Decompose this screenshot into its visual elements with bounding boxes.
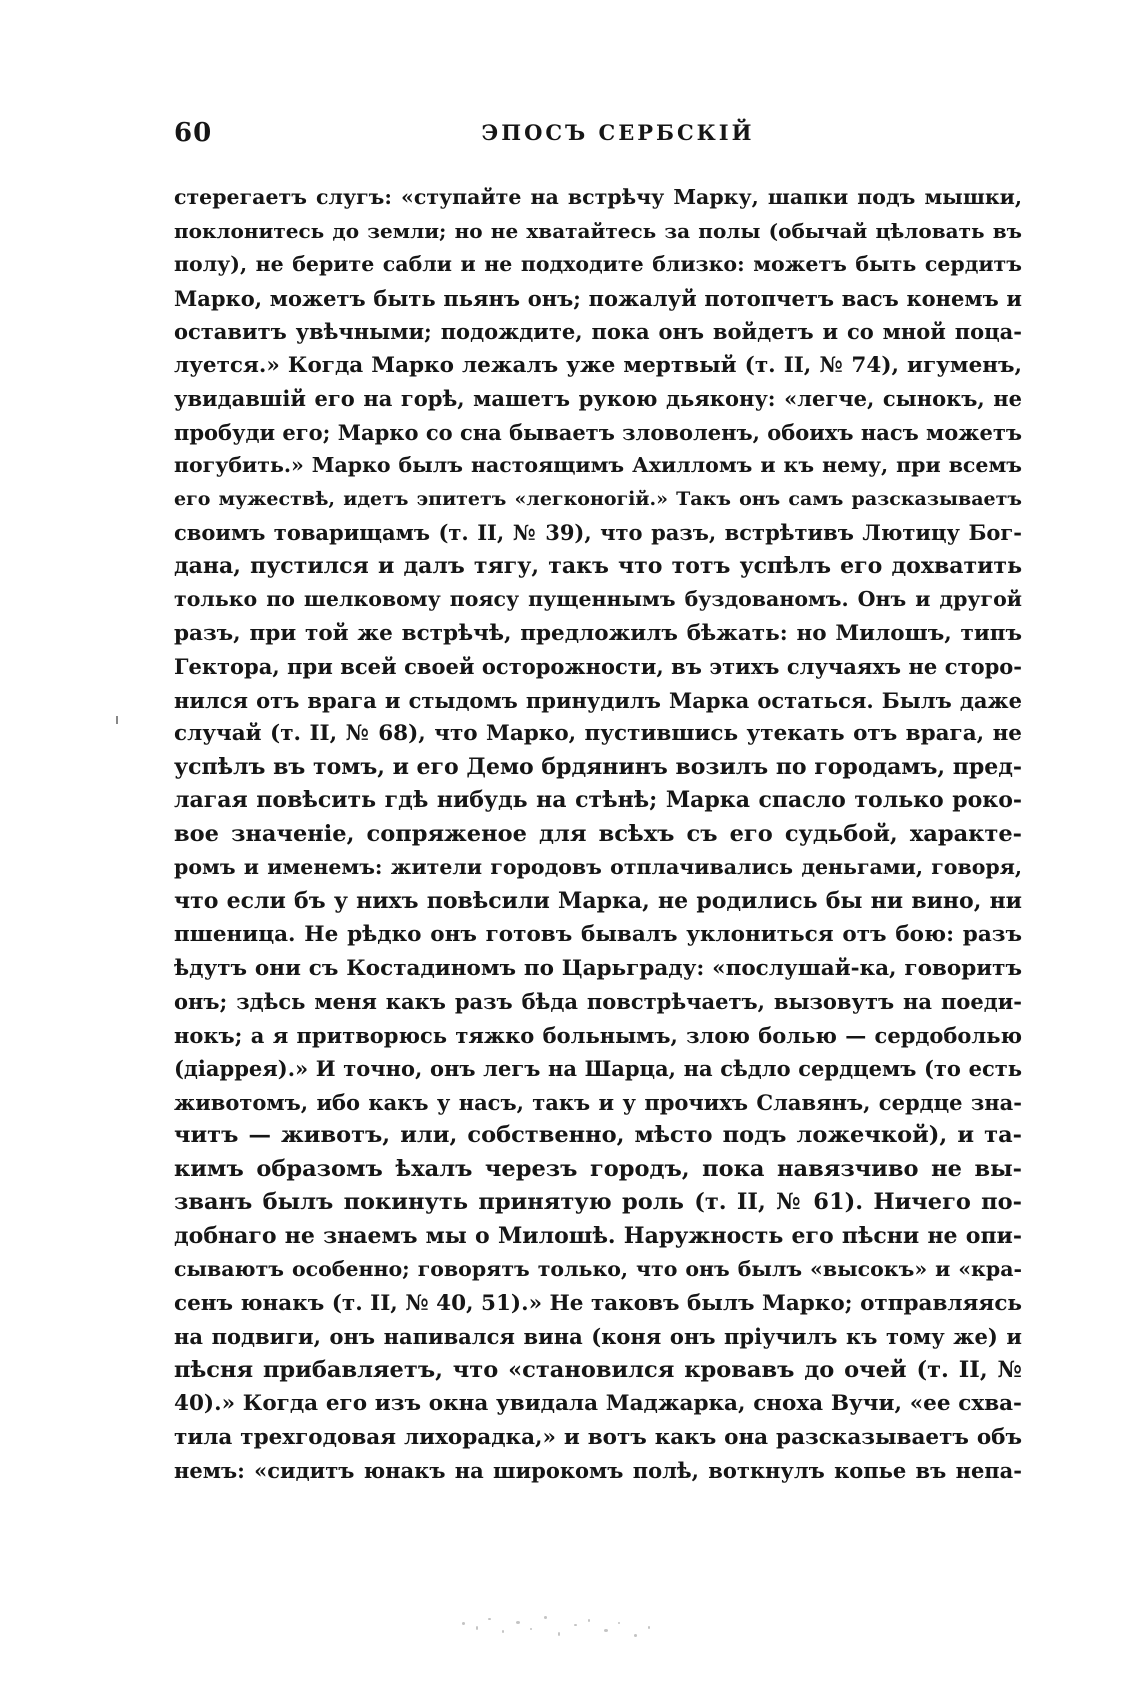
text-line: оставитъ увѣчными; подождите, пока онъ войдетъ и со мной поца- <box>174 319 1022 344</box>
text-line: пѣсня прибавляетъ, что «становился кровавъ до очей (т. II, № <box>174 1356 1022 1383</box>
running-head: ЭПОСЪ СЕРБСКІЙ <box>481 120 755 145</box>
margin-mark <box>116 716 118 724</box>
text-line: сываютъ особенно; говорятъ только, что онъ былъ «высокъ» и «кра- <box>174 1257 1022 1281</box>
text-line: (діаррея).» И точно, онъ легъ на Шарца, на сѣдло сердцемъ (то есть <box>174 1056 1022 1081</box>
text-line: на подвиги, онъ напивался вина (коня онъ пріучилъ къ тому же) и <box>174 1324 1022 1349</box>
text-line: тила трехгодовая лихорадка,» и вотъ какъ она разсказываетъ объ <box>174 1424 1022 1450</box>
text-line: луется.» Когда Марко лежалъ уже мертвый (т. II, № 74), игуменъ, <box>174 352 1022 378</box>
text-line: Гектора, при всей своей осторожности, въ этихъ случаяхъ не сторо- <box>174 654 1022 679</box>
body-text <box>174 181 1022 1488</box>
text-line: Марко, можетъ быть пьянъ онъ; пожалуй потопчетъ васъ конемъ и <box>174 285 1022 311</box>
text-line: нокъ; а я притворюсь тяжко больнымъ, злою болью — сердоболью <box>174 1022 1022 1048</box>
text-line: кимъ образомъ ѣхалъ черезъ городъ, пока навязчиво не вы- <box>174 1155 1022 1182</box>
text-line: ромъ и именемъ: жители городовъ отплачивались деньгами, говоря, <box>174 855 1022 879</box>
print-smudge <box>458 1612 658 1652</box>
text-line: разъ, при той же встрѣчѣ, предложилъ бѣжать: но Милошъ, типъ <box>174 620 1022 646</box>
text-line: его мужествѣ, идетъ эпитетъ «легконогій.» Такъ онъ самъ разсказываетъ <box>174 487 1022 510</box>
page-header <box>174 118 1022 158</box>
text-line: лагая повѣсить гдѣ нибудь на стѣнѣ; Марка спасло только роко- <box>174 787 1022 813</box>
text-line: животомъ, ибо какъ у насъ, такъ и у прочихъ Славянъ, сердце зна- <box>174 1089 1022 1115</box>
text-line: 40).» Когда его изъ окна увидала Маджарка, сноха Вучи, «ее схва- <box>174 1391 1022 1416</box>
text-line: стерегаетъ слугъ: «ступайте на встрѣчу Марку, шапки подъ мышки, <box>174 185 1022 209</box>
text-line: немъ: «сидитъ юнакъ на широкомъ полѣ, воткнулъ копье въ непа- <box>174 1458 1022 1483</box>
text-line: увидавшій его на горѣ, машетъ рукою дьякону: «легче, сынокъ, не <box>174 386 1022 411</box>
text-line: пробуди его; Марко со сна бываетъ зловоленъ, обоихъ насъ можетъ <box>174 419 1022 445</box>
text-line: добнаго не знаемъ мы о Милошѣ. Наружность его пѣсни не опи- <box>174 1222 1022 1249</box>
text-line: только по шелковому поясу пущеннымъ буздованомъ. Онъ и другой <box>174 587 1022 611</box>
text-line: успѣлъ въ томъ, и его Демо брдянинъ возилъ по городамъ, пред- <box>174 753 1022 780</box>
text-line: ѣдутъ они съ Костадиномъ по Царьграду: «послушай-ка, говоритъ <box>174 955 1022 981</box>
text-line: полу), не берите сабли и не подходите близко: можетъ быть сердитъ <box>174 252 1022 276</box>
text-line: званъ былъ покинуть принятую роль (т. II, № 61). Ничего по- <box>174 1189 1022 1215</box>
text-line: что если бъ у нихъ повѣсили Марка, не родились бы ни вино, ни <box>174 887 1022 914</box>
text-line: онъ; здѣсь меня какъ разъ бѣда повстрѣчаетъ, вызовутъ на поеди- <box>174 989 1022 1014</box>
page-number: 60 <box>174 118 213 148</box>
text-line: поклонитесь до земли; но не хватайтесь за полы (обычай цѣловать въ <box>174 218 1022 243</box>
text-line: случай (т. II, № 68), что Марко, пустившись утекать отъ врага, не <box>174 721 1022 746</box>
text-line: вое значеніе, сопряженое для всѣхъ съ его судьбой, характе- <box>174 820 1022 847</box>
text-line: пшеница. Не рѣдко онъ готовъ бывалъ уклониться отъ бою: разъ <box>174 922 1022 947</box>
text-line: нился отъ врага и стыдомъ принудилъ Марка остаться. Былъ даже <box>174 687 1022 713</box>
text-line: дана, пустился и далъ тягу, такъ что тотъ успѣлъ его дохватить <box>174 552 1022 579</box>
text-line: сенъ юнакъ (т. II, № 40, 51).» Не таковъ былъ Марко; отправляясь <box>174 1290 1023 1316</box>
text-line: своимъ товарищамъ (т. II, № 39), что разъ, встрѣтивъ Лютицу Бог- <box>174 520 1022 545</box>
text-line: погубить.» Марко былъ настоящимъ Ахилломъ и къ нему, при всемъ <box>174 453 1022 477</box>
text-line: читъ — животъ, или, собственно, мѣсто подъ ложечкой), и та- <box>174 1122 1022 1148</box>
